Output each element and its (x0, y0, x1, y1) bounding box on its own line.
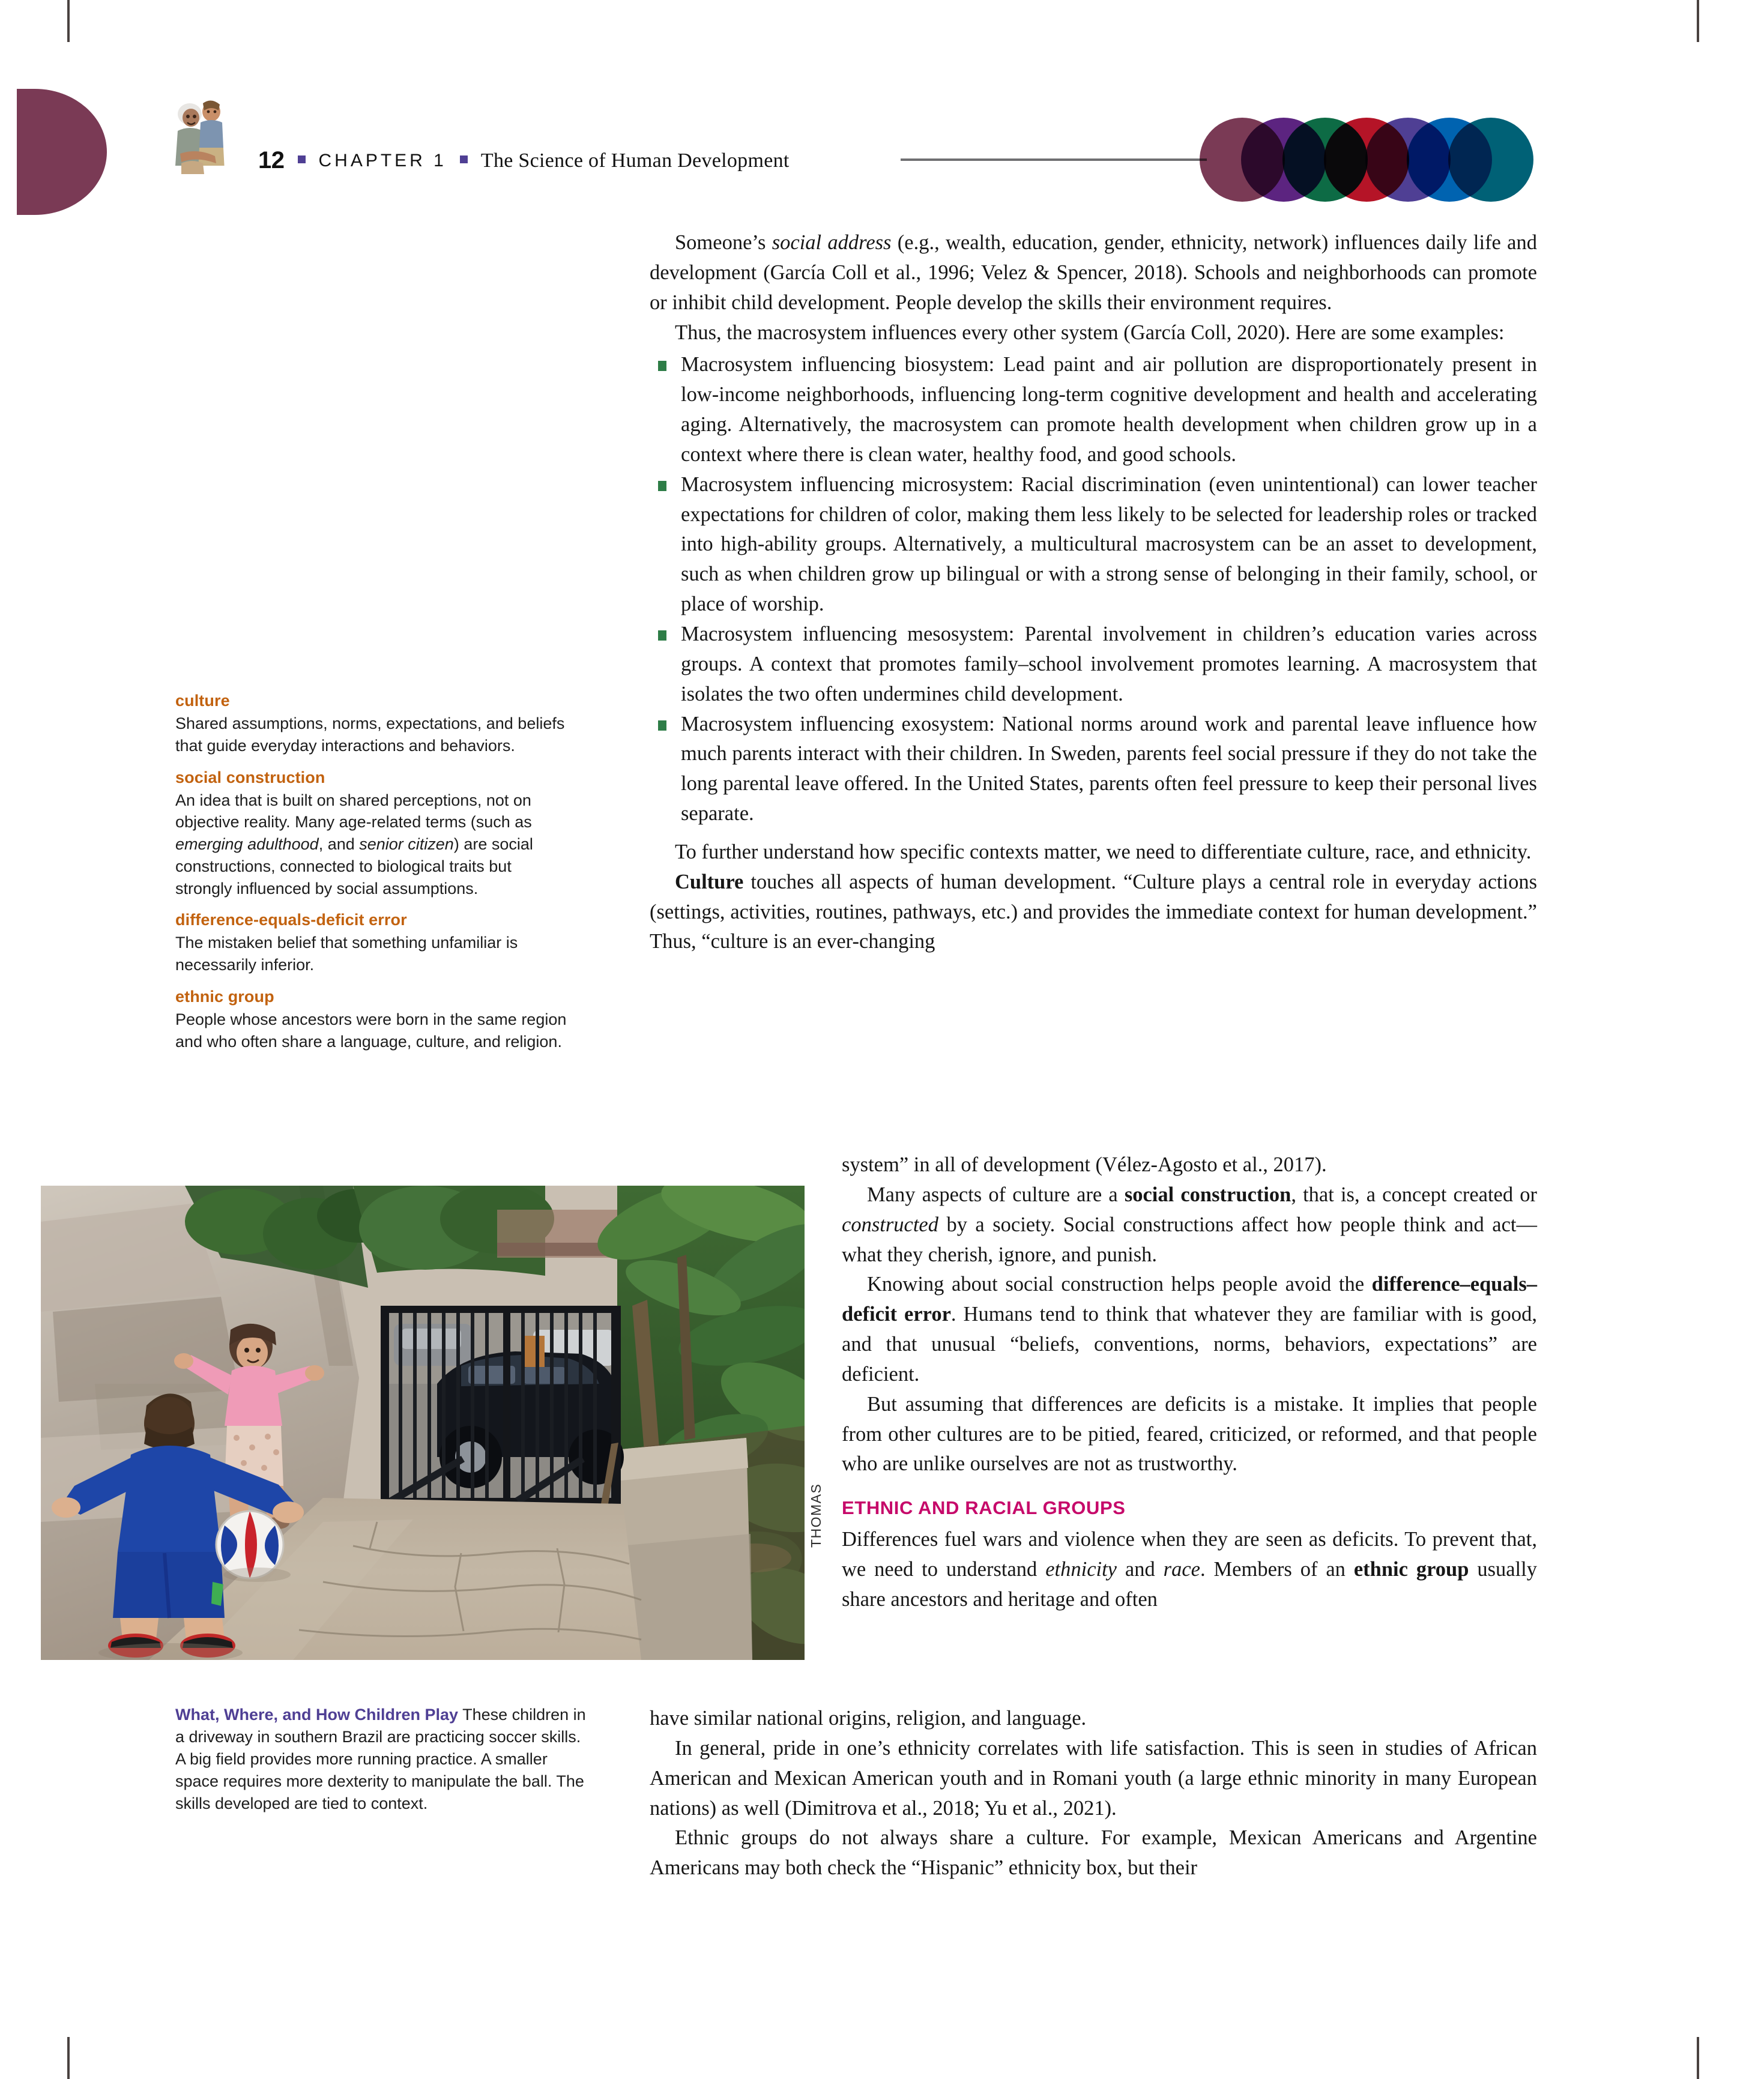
list-item: Macrosystem influencing mesosystem: Parental involvement in children’s education varies across groups. A context that promotes family–school involvement promotes learning. A macrosystem that isolates the two often undermines child development. (650, 620, 1537, 710)
page-number: 12 (258, 147, 285, 174)
body-column-wrap (842, 1150, 1537, 1615)
list-item: Macrosystem influencing exosystem: National norms around work and parental leave influence how much parents interact with their children. In Sweden, parents feel social pressure if they do not take the long parental leave offered. In the United States, parents often feel pressure to keep their personal lives separate. (650, 710, 1537, 829)
paragraph-social-construction: Many aspects of culture are a social construction, that is, a concept created or constructed by a society. Social constructions affect how people think and act—what they cherish, ignore, and punish. (842, 1183, 1537, 1266)
chapter-label: CHAPTER 1 (318, 150, 447, 170)
margin-glossary (175, 690, 572, 1063)
paragraph-difference-equals-deficit: Knowing about social construction helps people avoid the difference–equals–deficit error. Humans tend to think that whatever they are familiar with is good, and that unusual “beliefs, conventions, norms, behaviors, expectations” are deficient. (842, 1273, 1538, 1386)
paragraph-differences-are-deficits: But assuming that differences are deficits is a mistake. It implies that people from other cultures are to be pitied, feared, criticized, or reformed, and that people who are unlike ourselves are not as trustworthy. (842, 1392, 1537, 1476)
figure-caption-body: These children in a driveway in southern Brazil are practicing soccer skills. A big field provides more running practice. A smaller space requires more dexterity to manipulate the ball. The skills developed are tied to context. (175, 1706, 586, 1812)
list-item: Macrosystem influencing microsystem: Racial discrimination (even unintentional) can lower teacher expectations for children of color, making them less likely to be selected for leadership roles or tracked into high-ability groups. Alternatively, a multicultural macrosystem can be an asset to development, such as when children grow up bilingual or with a strong sense of belonging in their family, school, or place of worship. (650, 470, 1537, 620)
macrosystem-examples-list (650, 350, 1537, 829)
body-column-bottom (650, 1704, 1537, 1883)
paragraph-macrosystem-intro: Thus, the macrosystem influences every other system (García Coll, 2020). Here are some examples: (675, 321, 1505, 344)
glossary-term-difference-equals-deficit-error: difference-equals-deficit error (175, 911, 407, 929)
paragraph-ethnicity-race: Differences fuel wars and violence when they are seen as deficits. To prevent that, we need to understand ethnicity and race. Members of an ethnic group usually share ancestors and heritage and often (842, 1528, 1537, 1611)
paragraph-culture-definition: Culture touches all aspects of human development. “Culture plays a central role in everyday actions (settings, activities, routines, pathways, etc.) and provides the immediate context for human development.” Thus, “culture is an ever-changing (650, 870, 1537, 953)
photo-credit: THOMAS (808, 1483, 824, 1548)
figure-photo (41, 1186, 805, 1660)
body-column-top (650, 228, 1537, 957)
list-item: Macrosystem influencing biosystem: Lead paint and air pollution are disproportionately present in low-income neighborhoods, influencing long-term cognitive development and health and accelerating aging. Alternatively, the macrosystem can promote health development when children grow up in a context where there is clean water, healthy food, and good schools. (650, 350, 1537, 469)
chapter-title: The Science of Human Development (480, 149, 790, 172)
paragraph-ethnic-groups-culture: Ethnic groups do not always share a culture. For example, Mexican Americans and Argentine Americans may both check the “Hispanic” ethnicity box, but their (650, 1826, 1537, 1880)
paragraph-culture-continuation: system” in all of development (Vélez-Agosto et al., 2017). (842, 1153, 1327, 1176)
paragraph-ethnic-pride: In general, pride in one’s ethnicity correlates with life satisfaction. This is seen in studies of African American and Mexican American youth and in Romani youth (a large ethnic minority in many European nations) as well (Dimitrova et al., 2018; Yu et al., 2021). (650, 1736, 1537, 1820)
paragraph-differentiate: To further understand how specific contexts matter, we need to differentiate culture, race, and ethnicity. (675, 840, 1532, 863)
section-heading-ethnic-and-racial-groups: ETHNIC AND RACIAL GROUPS (842, 1497, 1126, 1519)
paragraph-ethnic-group-continuation: have similar national origins, religion, and language. (650, 1707, 1087, 1730)
glossary-definition-ethnic-group: People whose ancestors were born in the same region and who often share a language, culture, and religion. (175, 1010, 567, 1051)
glossary-term-social-construction: social construction (175, 768, 325, 786)
glossary-definition-social-construction: An idea that is built on shared perceptions, not on objective reality. Many age-related terms (such as emerging adulthood, and senior citizen) are social constructions, connected to biological traits but strongly influenced by social assumptions. (175, 791, 533, 898)
glossary-definition-culture: Shared assumptions, norms, expectations, and beliefs that guide everyday interactions and behaviors. (175, 714, 565, 755)
glossary-definition-difference-equals-deficit-error: The mistaken belief that something unfamiliar is necessarily inferior. (175, 934, 518, 974)
glossary-term-culture: culture (175, 692, 230, 710)
glossary-term-ethnic-group: ethnic group (175, 987, 274, 1006)
figure-caption (175, 1704, 590, 1815)
paragraph-social-address: Someone’s social address (e.g., wealth, education, gender, ethnicity, network) influences daily life and development (García Coll et al., 1996; Velez & Spencer, 2018). Schools and neighborhoods can promote or inhibit child development. People develop the skills their environment requires. (650, 231, 1537, 314)
photo-frame (41, 1186, 805, 1660)
figure-caption-title: What, Where, and How Children Play (175, 1706, 459, 1724)
